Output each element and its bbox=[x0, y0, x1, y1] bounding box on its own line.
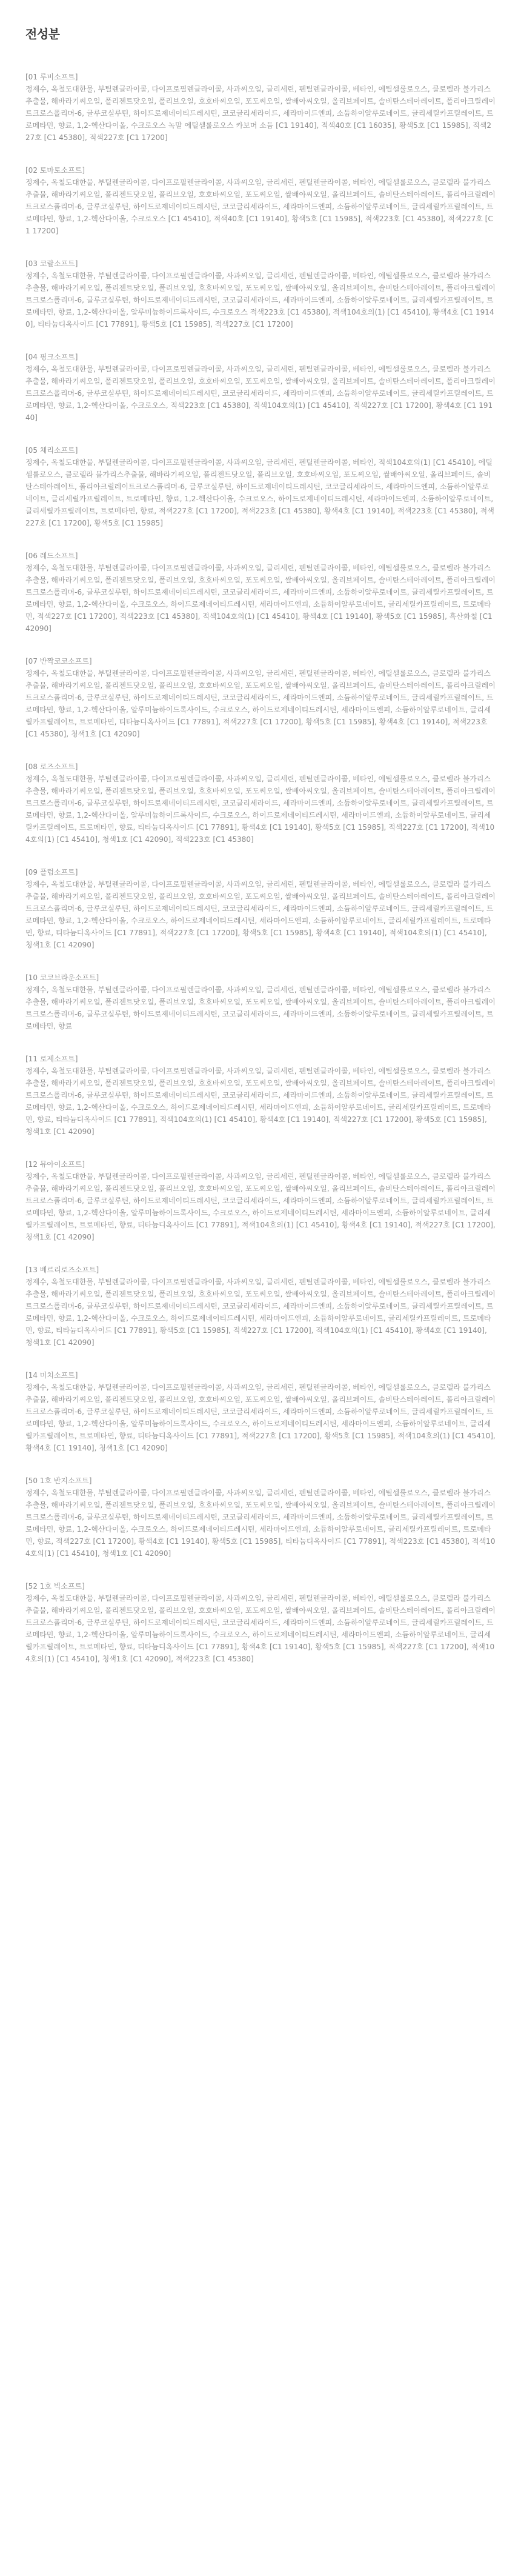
section-heading: [09 플럼소프트] bbox=[25, 868, 78, 876]
ingredient-section bbox=[25, 164, 496, 237]
ingredient-section bbox=[25, 1053, 496, 1138]
ingredient-section bbox=[25, 550, 496, 635]
ingredient-list: 정제수, 옥철도대한물, 부틸렌글라이콜, 다이프로필렌글라이콜, 사과씨오일, 글리세린, 펜틸렌글라이콜, 베타인, 에틸셀룰로오스, 클로렐라 불가리스추출물, 해바라기씨오일, 폴리젠트닷오일, 폴리브오일, 호호바씨오일, 포도씨오일, 쌀배아씨오일, 올리브페이트, 솔비탄스테아레이트, 폴리아크릴레이트크로스폴리머-6, 글루코실루틴, 하이드로제네이티드레시틴, 코코글리세라이드, 세라마이드엔피, 소듐하이알루로네이트, 글리세릴카프릴레이트, 트로메타민, 향료, 1,2-헥산다이올, 수크로오스, 적색223호 [C1 45380], 적색104호의(1) [C1 45410], 적색227호 [C1 17200], 황색4호 [C1 19140] bbox=[25, 365, 496, 422]
section-heading: [10 코코브라운소프트] bbox=[25, 973, 99, 982]
ingredient-section bbox=[25, 1158, 496, 1243]
ingredient-list: 정제수, 옥철도대한물, 부틸렌글라이콜, 다이프로필렌글라이콜, 사과씨오일, 글리세린, 펜틸렌글라이콜, 베타인, 에틸셀룰로오스, 클로렐라 불가리스추출물, 해바라기씨오일, 폴리젠트닷오일, 폴리브오일, 호호바씨오일, 포도씨오일, 쌀배아씨오일, 올리브페이트, 솔비탄스테아레이트, 폴리아크릴레이트크로스폴리머-6, 글루코실루틴, 하이드로제네이티드레시틴, 코코글리세라이드, 세라마이드엔피, 소듐하이알루로네이트, 글리세릴카프릴레이트, 트로메타민, 향료, 1,2-헥산다이올, 알루미늄하이드록사이드, 수크로오스 적색223호 [C1 45380], 적색104호의(1) [C1 45410], 황색4호 [C1 19140], 티타늄디옥사이드 [C1 77891], 황색5호 [C1 15985], 적색227호 [C1 17200] bbox=[25, 272, 496, 329]
section-heading: [02 토마토소프트] bbox=[25, 166, 85, 175]
section-heading: [50 1호 반지소프트] bbox=[25, 1477, 92, 1485]
ingredient-section bbox=[25, 258, 496, 330]
ingredient-list: 정제수, 옥철도대한물, 부틸렌글라이콜, 다이프로필렌글라이콜, 사과씨오일, 글리세린, 펜틸렌글라이콜, 베타인, 에틸셀룰로오스, 클로렐라 불가리스추출물, 해바라기씨오일, 폴리젠트닷오일, 폴리브오일, 호호바씨오일, 포도씨오일, 쌀배아씨오일, 올리브페이트, 솔비탄스테아레이트, 폴리아크릴레이트크로스폴리머-6, 글루코실루틴, 하이드로제네이티드레시틴, 코코글리세라이드, 세라마이드엔피, 소듐하이알루로네이트, 글리세릴카프릴레이트, 트로메타민, 향료, 1,2-헥산다이올, 수크로오스 [C1 45410], 적색40호 [C1 19140], 황색5호 [C1 15985], 적색223호 [C1 45380], 적색227호 [C1 17200] bbox=[25, 178, 496, 235]
ingredient-list: 정제수, 옥철도대한물, 부틸렌글라이콜, 다이프로필렌글라이콜, 사과씨오일, 글리세린, 펜틸렌글라이콜, 베타인, 에틸셀룰로오스, 클로렐라 불가리스추출물, 해바라기씨오일, 폴리젠트닷오일, 폴리브오일, 호호바씨오일, 포도씨오일, 쌀배아씨오일, 올리브페이트, 솔비탄스테아레이트, 폴리아크릴레이트크로스폴리머-6, 글루코실루틴, 하이드로제네이티드레시틴, 코코글리세라이드, 세라마이드엔피, 소듐하이알루로네이트, 글리세릴카프릴레이트, 트로메타민, 향료 bbox=[25, 986, 496, 1030]
section-heading: [08 로즈소프트] bbox=[25, 762, 78, 771]
ingredient-section bbox=[25, 71, 496, 144]
ingredient-list: 정제수, 옥철도대한물, 부틸렌글라이콜, 다이프로필렌글라이콜, 사과씨오일, 글리세린, 펜틸렌글라이콜, 베타인, 에틸셀룰로오스, 클로렐라 불가리스추출물, 해바라기씨오일, 폴리젠트닷오일, 폴리브오일, 호호바씨오일, 포도씨오일, 쌀배아씨오일, 올리브페이트, 솔비탄스테아레이트, 폴리아크릴레이트크로스폴리머-6, 글루코실루틴, 하이드로제네이티드레시틴, 코코글리세라이드, 세라마이드엔피, 소듐하이알루로네이트, 글리세릴카프릴레이트, 트로메타민, 향료, 1,2-헥산다이올, 알루미늄하이드록사이드, 수크로오스, 하이드로제네이티드레시틴, 세라마이드엔피, 소듐하이알루로네이트, 글리세릴카프릴레이트, 트로메타민, 향료, 티타늄디옥사이드 [C1 77891], 적색104호의(1) [C1 45410], 황색4호 [C1 19140], 적색227호 [C1 17200], 청색1호 [C1 42090] bbox=[25, 1172, 496, 1241]
section-heading: [01 루비소프트] bbox=[25, 73, 78, 81]
section-heading: [07 반짝코코소프트] bbox=[25, 657, 92, 666]
ingredient-list: 정제수, 옥철도대한물, 부틸렌글라이콜, 다이프로필렌글라이콜, 사과씨오일, 글리세린, 펜틸렌글라이콜, 베타인, 에틸셀룰로오스, 클로렐라 불가리스추출물, 해바라기씨오일, 폴리젠트닷오일, 폴리브오일, 호호바씨오일, 포도씨오일, 쌀배아씨오일, 올리브페이트, 솔비탄스테아레이트, 폴리아크릴레이트크로스폴리머-6, 글루코실루틴, 하이드로제네이티드레시틴, 코코글리세라이드, 세라마이드엔피, 소듐하이알루로네이트, 글리세릴카프릴레이트, 트로메타민, 향료, 1,2-헥산다이올, 알루미늄하이드록사이드, 수크로오스, 하이드로제네이티드레시틴, 세라마이드엔피, 소듐하이알루로네이트, 글리세릴카프릴레이트, 트로메타민, 향료, 티타늄디옥사이드 [C1 77891], 황색4호 [C1 19140], 황색5호 [C1 15985], 적색227호 [C1 17200], 적색104호의(1) [C1 45410], 청색1호 [C1 42090], 적색223호 [C1 45380] bbox=[25, 775, 496, 844]
ingredient-list: 정제수, 옥철도대한물, 부틸렌글라이콜, 다이프로필렌글라이콜, 사과씨오일, 글리세린, 펜틸렌글라이콜, 베타인, 에틸셀룰로오스, 클로렐라 불가리스추출물, 해바라기씨오일, 폴리젠트닷오일, 폴리브오일, 호호바씨오일, 포도씨오일, 쌀배아씨오일, 올리브페이트, 솔비탄스테아레이트, 폴리아크릴레이트크로스폴리머-6, 글루코실루틴, 하이드로제네이티드레시틴, 코코글리세라이드, 세라마이드엔피, 소듐하이알루로네이트, 글리세릴카프릴레이트, 트로메타민, 향료, 1,2-헥산다이올, 수크로오스 녹말 에틸셀룰로오스 카보머 소듐 [C1 19140], 적색40호 [C1 16035], 황색5호 [C1 15985], 적색227호 [C1 45380], 적색227호 [C1 17200] bbox=[25, 85, 496, 142]
page-title: 전성분 bbox=[25, 27, 60, 41]
ingredient-list: 정제수, 옥철도대한물, 부틸렌글라이콜, 다이프로필렌글라이콜, 사과씨오일, 글리세린, 펜틸렌글라이콜, 베타인, 에틸셀룰로오스, 클로렐라 불가리스추출물, 해바라기씨오일, 폴리젠트닷오일, 폴리브오일, 호호바씨오일, 포도씨오일, 쌀배아씨오일, 올리브페이트, 솔비탄스테아레이트, 폴리아크릴레이트크로스폴리머-6, 글루코실루틴, 하이드로제네이티드레시틴, 코코글리세라이드, 세라마이드엔피, 소듐하이알루로네이트, 글리세릴카프릴레이트, 트로메타민, 향료, 1,2-헥산다이올, 수크로오스, 하이드로제네이티드레시틴, 세라마이드엔피, 소듐하이알루로네이트, 글리세릴카프릴레이트, 트로메타민, 향료, 티타늄디옥사이드 [C1 77891], 황색5호 [C1 15985], 적색227호 [C1 17200], 적색104호의(1) [C1 45410], 황색4호 [C1 19140], 청색1호 [C1 42090] bbox=[25, 1278, 496, 1347]
ingredient-sections bbox=[25, 71, 496, 1665]
ingredient-list: 정제수, 옥철도대한물, 부틸렌글라이콜, 다이프로필렌글라이콜, 사과씨오일, 글리세린, 펜틸렌글라이콜, 베타인, 적색104호의(1) [C1 45410], 에틸셀룰로오스, 클로렐라 불가리스추출물, 해바라기씨오일, 폴리젠트닷오일, 폴리브오일, 호호바씨오일, 포도씨오일, 쌀배아씨오일, 올리브페이트, 솔비탄스테아레이트, 폴리아크릴레이트크로스폴리머-6, 글루코실루틴, 하이드로제네이티드레시틴, 코코글리세라이드, 세라마이드엔피, 소듐하이알루로네이트, 글리세릴카프릴레이트, 트로메타민, 향료, 1,2-헥산다이올, 수크로오스, 하이드로제네이티드레시틴, 세라마이드엔피, 소듐하이알루로네이트, 글리세릴카프릴레이트, 트로메타민, 향료, 적색227호 [C1 17200], 적색223호 [C1 45380], 황색4호 [C1 19140], 적색223호 [C1 45380], 적색227호 [C1 17200], 황색5호 [C1 15985] bbox=[25, 458, 494, 527]
ingredient-list: 정제수, 옥철도대한물, 부틸렌글라이콜, 다이프로필렌글라이콜, 사과씨오일, 글리세린, 펜틸렌글라이콜, 베타인, 에틸셀룰로오스, 클로렐라 불가리스추출물, 해바라기씨오일, 폴리젠트닷오일, 폴리브오일, 호호바씨오일, 포도씨오일, 쌀배아씨오일, 올리브페이트, 솔비탄스테아레이트, 폴리아크릴레이트크로스폴리머-6, 글루코실루틴, 하이드로제네이티드레시틴, 코코글리세라이드, 세라마이드엔피, 소듐하이알루로네이트, 글리세릴카프릴레이트, 트로메타민, 향료, 1,2-헥산다이올, 수크로오스, 하이드로제네이티드레시틴, 세라마이드엔피, 소듐하이알루로네이트, 글리세릴카프릴레이트, 트로메타민, 향료, 티타늄디옥사이드 [C1 77891], 적색227호 [C1 17200], 황색5호 [C1 15985], 황색4호 [C1 19140], 적색104호의(1) [C1 45410], 청색1호 [C1 42090] bbox=[25, 880, 496, 949]
ingredient-section bbox=[25, 866, 496, 951]
ingredient-section bbox=[25, 1369, 496, 1454]
ingredient-section bbox=[25, 351, 496, 424]
section-heading: [04 핑크소프트] bbox=[25, 353, 78, 361]
section-heading: [05 체리소프트] bbox=[25, 446, 78, 455]
section-heading: [13 베르리로즈소프트] bbox=[25, 1266, 99, 1274]
section-heading: [14 미치소프트] bbox=[25, 1371, 78, 1380]
ingredient-section bbox=[25, 972, 496, 1032]
section-heading: [06 레드소프트] bbox=[25, 552, 78, 560]
ingredient-list: 정제수, 옥철도대한물, 부틸렌글라이콜, 다이프로필렌글라이콜, 사과씨오일, 글리세린, 펜틸렌글라이콜, 베타인, 에틸셀룰로오스, 클로렐라 불가리스추출물, 해바라기씨오일, 폴리젠트닷오일, 폴리브오일, 호호바씨오일, 포도씨오일, 쌀배아씨오일, 올리브페이트, 솔비탄스테아레이트, 폴리아크릴레이트크로스폴리머-6, 글루코실루틴, 하이드로제네이티드레시틴, 코코글리세라이드, 세라마이드엔피, 소듐하이알루로네이트, 글리세릴카프릴레이트, 트로메타민, 향료, 1,2-헥산다이올, 수크로오스, 하이드로제네이티드레시틴, 세라마이드엔피, 소듐하이알루로네이트, 글리세릴카프릴레이트, 트로메타민, 향료, 적색227호 [C1 17200], 황색4호 [C1 19140], 황색5호 [C1 15985], 티타늄디옥사이드 [C1 77891], 적색223호 [C1 45380], 적색104호의(1) [C1 45410], 청색1호 [C1 42090] bbox=[25, 1489, 496, 1558]
ingredient-list: 정제수, 옥철도대한물, 부틸렌글라이콜, 다이프로필렌글라이콜, 사과씨오일, 글리세린, 펜틸렌글라이콜, 베타인, 에틸셀룰로오스, 클로렐라 불가리스추출물, 해바라기씨오일, 폴리젠트닷오일, 폴리브오일, 호호바씨오일, 포도씨오일, 쌀배아씨오일, 올리브페이트, 솔비탄스테아레이트, 폴리아크릴레이트크로스폴리머-6, 글루코실루틴, 하이드로제네이티드레시틴, 코코글리세라이드, 세라마이드엔피, 소듐하이알루로네이트, 글리세릴카프릴레이트, 트로메타민, 향료, 1,2-헥산다이올, 알루미늄하이드록사이드, 수크로오스, 하이드로제네이티드레시틴, 세라마이드엔피, 소듐하이알루로네이트, 글리세릴카프릴레이트, 트로메타민, 향료, 티타늄디옥사이드 [C1 77891], 적색227호 [C1 17200], 황색5호 [C1 15985], 적색104호의(1) [C1 45410], 황색4호 [C1 19140], 청색1호 [C1 42090] bbox=[25, 1383, 496, 1452]
ingredient-list: 정제수, 옥철도대한물, 부틸렌글라이콜, 다이프로필렌글라이콜, 사과씨오일, 글리세린, 펜틸렌글라이콜, 베타인, 에틸셀룰로오스, 클로렐라 불가리스추출물, 해바라기씨오일, 폴리젠트닷오일, 폴리브오일, 호호바씨오일, 포도씨오일, 쌀배아씨오일, 올리브페이트, 솔비탄스테아레이트, 폴리아크릴레이트크로스폴리머-6, 글루코실루틴, 하이드로제네이티드레시틴, 코코글리세라이드, 세라마이드엔피, 소듐하이알루로네이트, 글리세릴카프릴레이트, 트로메타민, 향료, 1,2-헥산다이올, 수크로오스, 하이드로제네이티드레시틴, 세라마이드엔피, 소듐하이알루로네이트, 글리세릴카프릴레이트, 트로메타민, 적색227호 [C1 17200], 적색223호 [C1 45380], 적색104호의(1) [C1 45410], 황색4호 [C1 19140], 황색5호 [C1 15985], 흑산화철 [C1 42090] bbox=[25, 564, 496, 633]
ingredient-section bbox=[25, 1264, 496, 1349]
section-heading: [12 뮤아이소프트] bbox=[25, 1160, 85, 1169]
section-heading: [03 코랄소프트] bbox=[25, 259, 78, 268]
section-heading: [52 1호 빅소프트] bbox=[25, 1582, 85, 1590]
ingredient-section bbox=[25, 1475, 496, 1560]
ingredient-section bbox=[25, 444, 496, 529]
ingredient-list: 정제수, 옥철도대한물, 부틸렌글라이콜, 다이프로필렌글라이콜, 사과씨오일, 글리세린, 펜틸렌글라이콜, 베타인, 에틸셀룰로오스, 클로렐라 불가리스추출물, 해바라기씨오일, 폴리젠트닷오일, 폴리브오일, 호호바씨오일, 포도씨오일, 쌀배아씨오일, 올리브페이트, 솔비탄스테아레이트, 폴리아크릴레이트크로스폴리머-6, 글루코실루틴, 하이드로제네이티드레시틴, 코코글리세라이드, 세라마이드엔피, 소듐하이알루로네이트, 글리세릴카프릴레이트, 트로메타민, 향료, 1,2-헥산다이올, 알루미늄하이드록사이드, 수크로오스, 하이드로제네이티드레시틴, 세라마이드엔피, 소듐하이알루로네이트, 글리세릴카프릴레이트, 트로메타민, 티타늄디옥사이드 [C1 77891], 적색227호 [C1 17200], 황색5호 [C1 15985], 황색4호 [C1 19140], 적색223호 [C1 45380], 청색1호 [C1 42090] bbox=[25, 669, 496, 738]
ingredient-section bbox=[25, 761, 496, 846]
ingredient-list: 정제수, 옥철도대한물, 부틸렌글라이콜, 다이프로필렌글라이콜, 사과씨오일, 글리세린, 펜틸렌글라이콜, 베타인, 에틸셀룰로오스, 클로렐라 불가리스추출물, 해바라기씨오일, 폴리젠트닷오일, 폴리브오일, 호호바씨오일, 포도씨오일, 쌀배아씨오일, 올리브페이트, 솔비탄스테아레이트, 폴리아크릴레이트크로스폴리머-6, 글루코실루틴, 하이드로제네이티드레시틴, 코코글리세라이드, 세라마이드엔피, 소듐하이알루로네이트, 글리세릴카프릴레이트, 트로메타민, 향료, 1,2-헥산다이올, 수크로오스, 하이드로제네이티드레시틴, 세라마이드엔피, 소듐하이알루로네이트, 글리세릴카프릴레이트, 트로메타민, 향료, 티타늄디옥사이드 [C1 77891], 적색104호의(1) [C1 45410], 황색4호 [C1 19140], 적색227호 [C1 17200], 황색5호 [C1 15985], 청색1호 [C1 42090] bbox=[25, 1067, 496, 1136]
ingredient-list: 정제수, 옥철도대한물, 부틸렌글라이콜, 다이프로필렌글라이콜, 사과씨오일, 글리세린, 펜틸렌글라이콜, 베타인, 에틸셀룰로오스, 클로렐라 불가리스추출물, 해바라기씨오일, 폴리젠트닷오일, 폴리브오일, 호호바씨오일, 포도씨오일, 쌀배아씨오일, 올리브페이트, 솔비탄스테아레이트, 폴리아크릴레이트크로스폴리머-6, 글루코실루틴, 하이드로제네이티드레시틴, 코코글리세라이드, 세라마이드엔피, 소듐하이알루로네이트, 글리세릴카프릴레이트, 트로메타민, 향료, 1,2-헥산다이올, 알루미늄하이드록사이드, 수크로오스, 하이드로제네이티드레시틴, 세라마이드엔피, 소듐하이알루로네이트, 글리세릴카프릴레이트, 트로메타민, 향료, 티타늄디옥사이드 [C1 77891], 황색4호 [C1 19140], 황색5호 [C1 15985], 적색227호 [C1 17200], 적색104호의(1) [C1 45410], 청색1호 [C1 42090], 적색223호 [C1 45380] bbox=[25, 1594, 496, 1663]
ingredient-section bbox=[25, 1580, 496, 1665]
section-heading: [11 로제소프트] bbox=[25, 1055, 78, 1063]
ingredient-section bbox=[25, 655, 496, 740]
